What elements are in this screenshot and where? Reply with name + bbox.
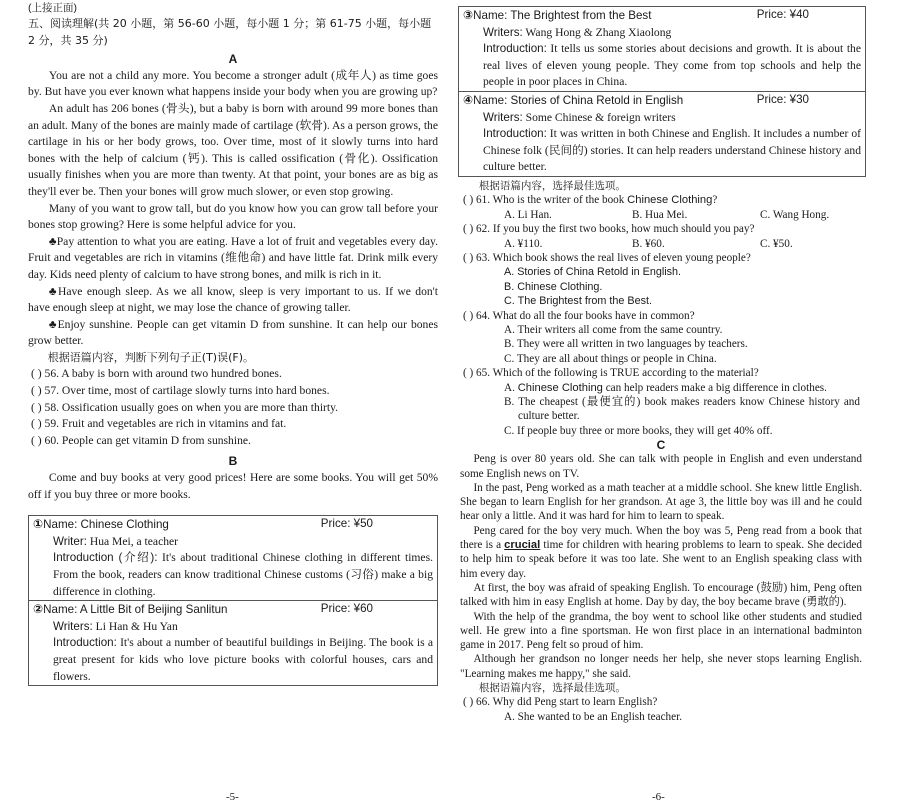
passage-c-paragraph: At first, the boy was afraid of speaking English. To encourage (鼓励) him, Peng often talked with him in easy English at home. Day by day, the boy became brave (勇敢的). bbox=[460, 581, 862, 609]
book-introduction: It's about traditional Chinese clothing in different times. From the book, readers can know traditional Chinese customs (习俗) make a big difference in clothing. bbox=[53, 551, 433, 598]
question-59: ( ) 59. Fruit and vegetables are rich in vitamins and fat. bbox=[31, 417, 287, 431]
question-65-option-c: C. If people buy three or more books, they will get 40% off. bbox=[504, 424, 773, 437]
passage-b-instruction: 根据语篇内容，选择最佳选项。 bbox=[478, 179, 626, 192]
book-price: Price: ¥50 bbox=[320, 517, 373, 531]
question-57: ( ) 57. Over time, most of cartilage slowly turns into hard bones. bbox=[31, 384, 330, 398]
book-writer: Hua Mei, a teacher bbox=[89, 534, 179, 548]
question-61-options: A. Li Han. B. Hua Mei. C. Wang Hong. bbox=[504, 208, 830, 221]
passage-c-paragraph: Although her grandson no longer needs her help, she never stops learning English. "Learning makes me happy," she said. bbox=[460, 653, 862, 680]
question-56: ( ) 56. A baby is born with around two hundred bones. bbox=[31, 367, 282, 381]
question-62-options: A. ¥110. B. ¥60. C. ¥50. bbox=[504, 237, 793, 250]
question-62: ( ) 62. If you buy the first two books, how much should you pay? bbox=[463, 223, 755, 236]
passage-c-paragraph: With the help of the grandma, the boy went to school like other students and studied well. He grew into a fine sportsman. He won first place in an international badminton game in 2017. Peng felt so proud of him. bbox=[460, 610, 862, 652]
book-card-1 bbox=[29, 516, 437, 601]
book-introduction: It's about a number of beautiful buildings in Beijing. The book is a great present for kids who love picture books with colorful houses, cars and flowers. bbox=[53, 636, 433, 683]
book-number: ③ bbox=[463, 8, 474, 22]
question-63-option-a: A. Stories of China Retold in English. bbox=[504, 266, 682, 279]
passage-c-label: C bbox=[656, 438, 666, 453]
book-introduction: It tells us some stories about decisions and growth. It is about the real lives of eleven young people. They come from top schools and help the people in poor places in China. bbox=[483, 42, 861, 89]
introduction-label: Introduction: bbox=[483, 42, 547, 56]
book-card-3 bbox=[459, 7, 865, 92]
page-number-right: -6- bbox=[652, 791, 665, 803]
book-price: Price: ¥30 bbox=[756, 92, 809, 106]
book-number: ④ bbox=[463, 92, 474, 107]
book-price: Price: ¥60 bbox=[320, 602, 373, 616]
book-list-box-right bbox=[458, 6, 866, 177]
book-name: Name: The Brightest from the Best bbox=[473, 9, 652, 22]
page-number-left: -5- bbox=[226, 791, 239, 803]
question-63: ( ) 63. Which book shows the real lives of eleven young people? bbox=[463, 251, 751, 264]
question-63-option-c: C. The Brightest from the Best. bbox=[504, 295, 653, 308]
writers-label: Writers: bbox=[53, 619, 93, 633]
book-name: Name: Chinese Clothing bbox=[43, 518, 169, 532]
passage-c-instruction: 根据语篇内容，选择最佳选项。 bbox=[478, 682, 626, 694]
book-number: ① bbox=[33, 517, 44, 532]
question-65-option-a: A. Chinese Clothing can help readers make a big difference in clothes. bbox=[504, 381, 827, 394]
book-writer: Wang Hong & Zhang Xiaolong bbox=[525, 25, 672, 39]
book-name: Name: A Little Bit of Beijing Sanlitun bbox=[43, 603, 228, 617]
passage-c-paragraph: Peng cared for the boy very much. When the boy was 5, Peng read from a book that there is a crucial time for children with hearing problems to learn to speak. She decided to help him to speak before it was too late. She went to an English speaking class with him every day. bbox=[460, 524, 862, 580]
question-64-option-c: C. They are all about things or people in China. bbox=[504, 352, 717, 365]
question-65: ( ) 65. Which of the following is TRUE according to the material? bbox=[463, 367, 759, 380]
passage-b-questions bbox=[460, 179, 862, 438]
question-58: ( ) 58. Ossification usually goes on when you are more than thirty. bbox=[31, 400, 339, 414]
question-66-option-a: A. She wanted to be an English teacher. bbox=[504, 710, 683, 723]
right-column bbox=[460, 6, 862, 724]
writers-label: Writers: bbox=[483, 110, 523, 124]
passage-b-label: B bbox=[228, 454, 238, 469]
passage-b-intro: Come and buy books at very good prices! Here are some books. You will get 50% off if you buy three or more books. bbox=[28, 471, 438, 501]
book-number: ② bbox=[33, 602, 44, 617]
passage-a-paragraph: You are not a child any more. You become a stronger adult (成年人) as time goes by. But have you ever known what happens inside your body when you are growing up? bbox=[28, 68, 438, 99]
question-64-option-a: A. Their writers all come from the same country. bbox=[504, 324, 723, 336]
passage-a-paragraph: ♣Pay attention to what you are eating. Have a lot of fruit and vegetables every day. Fruit and vegetables are rich in vitamins (维他命) and have little fat. Drink milk every day. Kids need plenty of calcium to have strong bones, and milk is rich in it. bbox=[28, 234, 438, 281]
introduction-label: Introduction (介绍): bbox=[53, 551, 158, 565]
passage-c-paragraph: Peng is over 80 years old. She can talk with people in English and even understand some English news on TV. bbox=[460, 453, 862, 480]
writer-label: Writer: bbox=[53, 534, 87, 548]
introduction-label: Introduction: bbox=[483, 127, 547, 141]
question-63-option-b: B. Chinese Clothing. bbox=[504, 280, 603, 293]
question-64-option-b: B. They were all written in two languages by teachers. bbox=[504, 338, 748, 351]
question-60: ( ) 60. People can get vitamin D from sunshine. bbox=[31, 433, 251, 447]
passage-a-paragraph: An adult has 206 bones (骨头), but a baby is born with around 99 more bones than an adult. Many of the bones are mainly made of cartilage (软骨). As a person grows, the cartilage in his or her body grows, too. Over time, most of it slowly turns into hard bones with the help of calcium (钙). This is called ossification (骨化). Ossification usually finishes when you are more than twenty. At that point, your bones are as big as they'll ever be. Then your bones will grow much slower, or even stop growing. bbox=[28, 101, 438, 198]
question-64: ( ) 64. What do all the four books have in common? bbox=[463, 309, 695, 322]
introduction-label: Introduction: bbox=[53, 636, 117, 650]
passage-c-paragraph: In the past, Peng worked as a math teacher at a middle school. She knew little English. She began to learn English for her grandson. At age 3, the little boy was ill and he could hear only a little. And it was hard for him to learn to speak. bbox=[460, 481, 862, 523]
book-list-box-left bbox=[28, 515, 438, 686]
continued-note: (上接正面) bbox=[28, 2, 77, 14]
book-price: Price: ¥40 bbox=[756, 8, 809, 21]
passage-c bbox=[460, 438, 862, 724]
question-61: ( ) 61. Who is the writer of the book Chinese Clothing? bbox=[463, 194, 718, 207]
question-65-option-b: B. The cheapest (最便宜的) book makes readers know Chinese history and culture better. bbox=[504, 396, 860, 423]
passage-a-paragraph: Many of you want to grow tall, but do you know how you can grow tall before your bones stop growing? Here is some helpful advice for you. bbox=[28, 201, 438, 232]
writers-label: Writers: bbox=[483, 25, 523, 39]
section-title: 五、阅读理解(共 20 小题，第 56-60 小题，每小题 1 分；第 61-75 小题，每小题 2 分，共 35 分) bbox=[28, 17, 432, 47]
book-card-2 bbox=[29, 601, 437, 685]
passage-a-instruction: 根据语篇内容，判断下列句子正(T)误(F)。 bbox=[47, 350, 255, 364]
passage-a-label: A bbox=[228, 52, 238, 67]
book-name: Name: Stories of China Retold in English bbox=[473, 93, 684, 107]
left-column bbox=[28, 16, 438, 686]
question-66: ( ) 66. Why did Peng start to learn English? bbox=[463, 696, 658, 709]
book-writer: Some Chinese & foreign writers bbox=[525, 110, 676, 124]
passage-a-paragraph: ♣Enjoy sunshine. People can get vitamin D from sunshine. It can help our bones grow better. bbox=[28, 317, 438, 348]
book-card-4 bbox=[459, 92, 865, 176]
book-introduction: It was written in both Chinese and English. It includes a number of Chinese folk (民间的) stories. It can help readers understand Chinese history and culture better. bbox=[483, 127, 862, 174]
book-writer: Li Han & Hu Yan bbox=[95, 619, 178, 633]
passage-a-paragraph: ♣Have enough sleep. As we all know, sleep is very important to us. If we don't have enough sleep at night, we may lose the chance of growing taller. bbox=[28, 284, 438, 315]
